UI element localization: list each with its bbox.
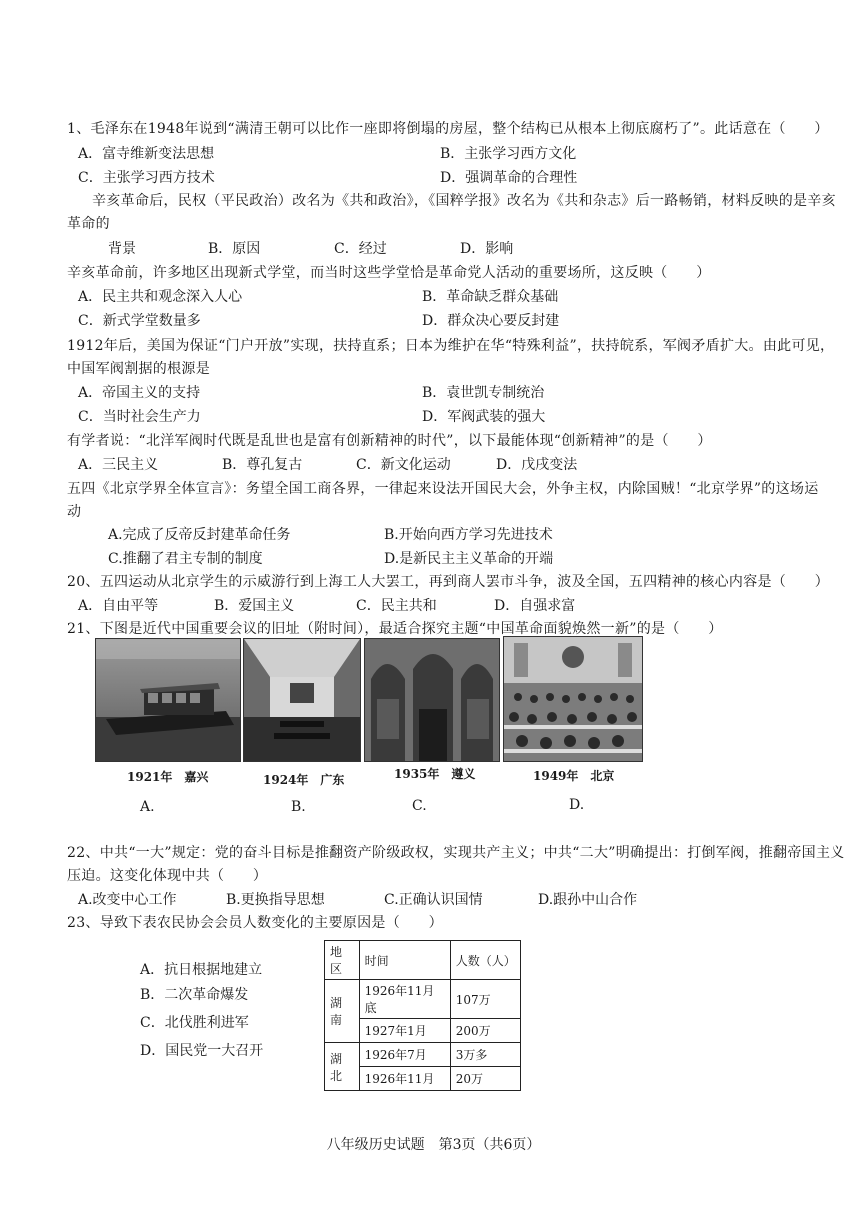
option-b: B．爱国主义: [214, 598, 295, 614]
option-c: C．北伐胜利进军: [140, 1015, 249, 1031]
option-c: C．经过: [334, 241, 387, 257]
question-stem-cont: 动: [67, 504, 82, 520]
question-stem: 21、下图是近代中国重要会议的旧址（附时间），最适合探究主题“中国革命面貌焕然一新”的是（ ）: [67, 621, 723, 637]
question-stem: 1912年后，美国为保证“门户开放”实现，扶持直系；日本为维护在华“特殊利益”，扶持皖系，军阀矛盾扩大。由此可见，: [67, 338, 835, 354]
question-stem: 辛亥革命后，民权（平民政治）改名为《共和政治》，《国粹学报》改名为《共和杂志》后一路畅销，材料反映的是辛亥: [92, 193, 836, 209]
option-c: C.: [412, 798, 427, 814]
question-stem: 22、中共“一大”规定：党的奋斗目标是推翻资产阶级政权，实现共产主义；中共“二大”明确提出：打倒军阀，推翻帝国主义: [67, 845, 845, 861]
option-d: D．群众决心要反封建: [422, 313, 560, 329]
option-a: 背景: [108, 241, 136, 257]
option-b: B.开始向西方学习先进技术: [384, 527, 553, 543]
table-header-row: [325, 941, 521, 980]
question-stem: 20、五四运动从北京学生的示威游行到上海工人大罢工，再到商人罢市斗争，波及全国，五四精神的核心内容是（ ）: [67, 574, 830, 590]
option-d: D.跟孙中山合作: [538, 892, 638, 908]
option-b: B．主张学习西方文化: [440, 146, 577, 162]
table-cell: 3万多: [450, 1043, 520, 1067]
question-stem: 1、毛泽东在1948年说到“满清王朝可以比作一座即将倒塌的房屋，整个结构已从根本上彻底腐朽了”。此话意在（ ）: [67, 121, 829, 137]
table-cell: 1927年1月: [359, 1019, 450, 1043]
option-c: C．主张学习西方技术: [78, 170, 215, 186]
option-d: D．戊戌变法: [496, 457, 578, 473]
table-cell: 湖北: [325, 1043, 360, 1091]
option-c: C．新文化运动: [356, 457, 451, 473]
option-b: B．袁世凯专制统治: [422, 385, 545, 401]
option-a: A.改变中心工作: [78, 892, 177, 908]
option-c: C.推翻了君主专制的制度: [108, 551, 263, 567]
option-d: D．军阀武装的强大: [422, 409, 546, 425]
option-a: A．民主共和观念深入人心: [78, 289, 243, 305]
photo-boat: [95, 638, 241, 762]
question-stem-cont: 压迫。这变化体现中共（ ）: [67, 868, 268, 884]
table-cell: 1926年7月: [359, 1043, 450, 1067]
table-header-cell: 时间: [359, 941, 450, 980]
table-cell: 20万: [450, 1067, 520, 1091]
option-a: A．帝国主义的支持: [78, 385, 201, 401]
option-a: A．富寺维新变法思想: [78, 146, 215, 162]
photo-assembly: [503, 636, 643, 762]
option-d: D．自强求富: [494, 598, 576, 614]
page-footer: 八年级历史试题 第3页（共6页）: [326, 1137, 541, 1153]
option-c: C．当时社会生产力: [78, 409, 201, 425]
question-stem: 五四《北京学界全体宣言》：务望全国工商各界，一律起来设法开国民大会，外争主权，内除国贼！“北京学界”的这场运: [67, 481, 819, 497]
question-stem: 辛亥革命前，许多地区出现新式学堂，而当时这些学堂恰是革命党人活动的重要场所，这反映（ ）: [67, 265, 711, 281]
option-a: A.: [140, 799, 155, 815]
option-a: A．抗日根据地建立: [140, 962, 263, 978]
option-c: C．民主共和: [356, 598, 437, 614]
photo-caption: 1921年 嘉兴: [127, 770, 209, 784]
option-b: B.更换指导思想: [226, 892, 325, 908]
option-d: D．影响: [460, 241, 514, 257]
question-stem-cont: 中国军阀割据的根源是: [67, 361, 210, 377]
option-c: C.正确认识国情: [384, 892, 483, 908]
table-cell: 200万: [450, 1019, 520, 1043]
table-row: [325, 980, 521, 1019]
option-b: B．革命缺乏群众基础: [422, 289, 559, 305]
option-a: A．三民主义: [78, 457, 159, 473]
table-cell: 107万: [450, 980, 520, 1019]
option-b: B.: [291, 799, 306, 815]
option-d: D.是新民主主义革命的开端: [384, 551, 554, 567]
table-cell: 湖南: [325, 980, 360, 1043]
question-stem: 有学者说：“北洋军阀时代既是乱世也是富有创新精神的时代”，以下最能体现“创新精神”的是（ ）: [67, 433, 712, 449]
table-cell: 1926年11月底: [359, 980, 450, 1019]
option-c: C．新式学堂数量多: [78, 313, 201, 329]
option-a: A.完成了反帝反封建革命任务: [108, 527, 291, 543]
option-d: D．强调革命的合理性: [440, 170, 578, 186]
table-header-cell: 地区: [325, 941, 360, 980]
table-header-cell: 人数（人）: [450, 941, 520, 980]
option-b: B．二次革命爆发: [140, 987, 249, 1003]
option-d: D.: [569, 797, 585, 813]
option-b: B．尊孔复古: [222, 457, 303, 473]
photo-caption: 1949年 北京: [533, 769, 615, 783]
photo-building: [364, 638, 500, 762]
photo-caption: 1924年 广东: [263, 773, 345, 787]
table-row: [325, 1043, 521, 1067]
table-cell: 1926年11月: [359, 1067, 450, 1091]
members-table: [324, 940, 521, 1091]
photo-caption: 1935年 遵义: [394, 767, 476, 781]
option-a: A．自由平等: [78, 598, 159, 614]
question-stem: 23、导致下表农民协会会员人数变化的主要原因是（ ）: [67, 915, 443, 931]
option-d: D．国民党一大召开: [140, 1043, 264, 1059]
option-b: B．原因: [208, 241, 261, 257]
question-stem-cont: 革命的: [67, 216, 110, 232]
photo-hall: [243, 638, 361, 762]
